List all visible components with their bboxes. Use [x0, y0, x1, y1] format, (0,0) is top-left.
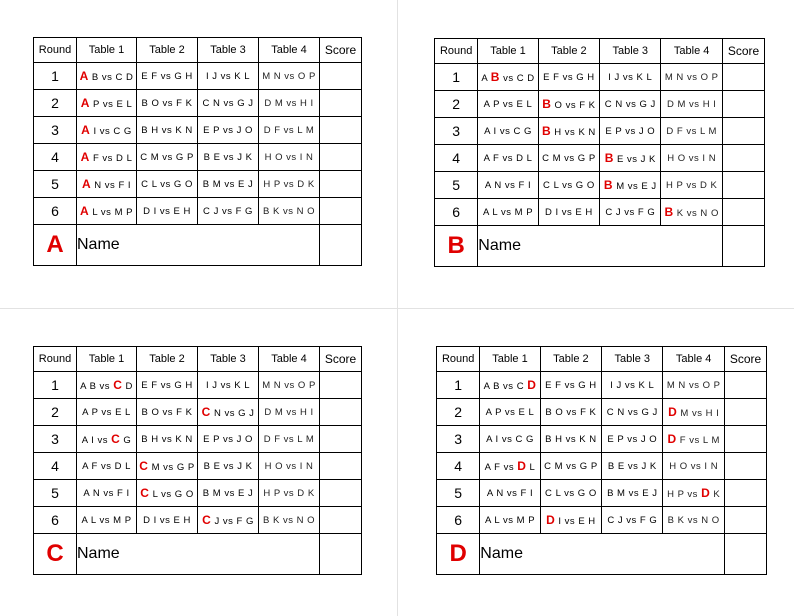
round-number: 3	[34, 426, 77, 453]
match-cell: C J vs F G	[198, 198, 259, 225]
round-number: 3	[34, 117, 77, 144]
table-row	[435, 145, 765, 172]
match-cell: I J vs K L	[602, 372, 663, 399]
highlighted-player: C	[111, 432, 121, 446]
match-cell: C N vs G J	[198, 90, 259, 117]
match-cell: H O vs I N	[661, 145, 722, 172]
table-row	[34, 63, 362, 90]
highlighted-player: C	[202, 513, 212, 527]
table-row	[435, 91, 765, 118]
highlighted-player: D	[546, 513, 556, 527]
match-cell: D M vs H I	[663, 399, 724, 426]
score-header: Score	[724, 347, 766, 372]
match-cell: B O vs F K	[540, 399, 601, 426]
horizontal-cut-line	[0, 308, 794, 309]
total-score-cell[interactable]	[722, 226, 764, 267]
table-row	[34, 198, 362, 225]
table-row	[34, 507, 362, 534]
highlighted-player: D	[667, 432, 677, 446]
group-letter: B	[435, 226, 478, 267]
score-header: Score	[320, 38, 362, 63]
name-field[interactable]	[77, 225, 320, 266]
table-row	[34, 171, 362, 198]
score-table	[33, 37, 362, 266]
match-cell: A N vs F I	[77, 480, 137, 507]
match-cell: H P vs D K	[661, 172, 722, 199]
match-cell: H P vs D K	[259, 171, 320, 198]
round-number: 5	[437, 480, 480, 507]
score-cell[interactable]	[320, 90, 362, 117]
table-row	[435, 172, 765, 199]
round-number: 4	[34, 144, 77, 171]
match-cell: E F vs G H	[538, 64, 599, 91]
round-number: 1	[435, 64, 478, 91]
table-row	[34, 90, 362, 117]
score-cell[interactable]	[722, 172, 764, 199]
highlighted-player: D	[701, 486, 711, 500]
total-score-cell[interactable]	[320, 225, 362, 266]
match-cell: H O vs I N	[259, 453, 320, 480]
match-cell: A N vs F I	[77, 171, 137, 198]
score-table	[436, 346, 767, 575]
match-cell: H O vs I N	[663, 453, 724, 480]
table-row	[437, 480, 767, 507]
match-cell: A F vs D L	[480, 453, 540, 480]
match-cell: M N vs O P	[259, 63, 320, 90]
match-cell: I J vs K L	[600, 64, 661, 91]
table-4-header: Table 4	[259, 347, 320, 372]
score-cell[interactable]	[320, 117, 362, 144]
match-cell: H P vs D K	[663, 480, 724, 507]
score-cell[interactable]	[724, 507, 766, 534]
header-row	[34, 38, 362, 63]
match-cell: E P vs J O	[198, 426, 259, 453]
table-row	[437, 372, 767, 399]
match-cell: D I vs E H	[137, 198, 198, 225]
name-label: Name	[478, 237, 521, 254]
match-cell: B E vs J K	[600, 145, 661, 172]
match-cell: E P vs J O	[602, 426, 663, 453]
score-cell[interactable]	[320, 198, 362, 225]
name-row	[34, 534, 362, 575]
table-2-header: Table 2	[137, 38, 198, 63]
match-cell: A P vs E L	[77, 399, 137, 426]
table-row	[435, 199, 765, 226]
match-cell: A N vs F I	[478, 172, 538, 199]
name-row	[34, 225, 362, 266]
match-cell: C J vs F G	[600, 199, 661, 226]
match-cell: C L vs G O	[137, 480, 198, 507]
match-cell: B E vs J K	[198, 144, 259, 171]
table-row	[34, 117, 362, 144]
match-cell: E P vs J O	[600, 118, 661, 145]
score-cell[interactable]	[722, 145, 764, 172]
highlighted-player: A	[80, 204, 90, 218]
round-number: 6	[435, 199, 478, 226]
match-cell: A L vs M P	[77, 507, 137, 534]
table-4-header: Table 4	[661, 39, 722, 64]
total-score-cell[interactable]	[724, 534, 766, 575]
score-sheet-c	[33, 346, 361, 575]
match-cell: B K vs N O	[259, 507, 320, 534]
header-row	[437, 347, 767, 372]
match-cell: B O vs F K	[137, 90, 198, 117]
match-cell: B E vs J K	[602, 453, 663, 480]
highlighted-player: B	[664, 205, 674, 219]
round-number: 4	[437, 453, 480, 480]
table-row	[437, 426, 767, 453]
match-cell: B E vs J K	[198, 453, 259, 480]
match-cell: D I vs E H	[137, 507, 198, 534]
match-cell: C N vs G J	[600, 91, 661, 118]
match-cell: C J vs F G	[198, 507, 259, 534]
score-header: Score	[722, 39, 764, 64]
match-cell: B K vs N O	[663, 507, 724, 534]
round-header: Round	[435, 39, 478, 64]
table-row	[34, 144, 362, 171]
match-cell: M N vs O P	[661, 64, 722, 91]
score-cell[interactable]	[320, 372, 362, 399]
total-score-cell[interactable]	[320, 534, 362, 575]
round-number: 1	[437, 372, 480, 399]
table-row	[437, 507, 767, 534]
score-cell[interactable]	[320, 426, 362, 453]
match-cell: B O vs F K	[137, 399, 198, 426]
name-label: Name	[480, 545, 523, 562]
round-number: 5	[34, 171, 77, 198]
round-number: 2	[34, 399, 77, 426]
highlighted-player: D	[668, 405, 678, 419]
round-number: 1	[34, 372, 77, 399]
match-cell: D F vs L M	[259, 426, 320, 453]
match-cell: A L vs M P	[480, 507, 540, 534]
match-cell: H P vs D K	[259, 480, 320, 507]
highlighted-player: D	[517, 459, 527, 473]
round-header: Round	[34, 38, 77, 63]
table-row	[34, 372, 362, 399]
name-label: Name	[77, 236, 120, 253]
highlighted-player: B	[542, 97, 552, 111]
round-number: 2	[437, 399, 480, 426]
score-cell[interactable]	[722, 118, 764, 145]
match-cell: B K vs N O	[661, 199, 722, 226]
highlighted-player: A	[81, 177, 92, 191]
round-number: 6	[34, 507, 77, 534]
score-cell[interactable]	[320, 63, 362, 90]
highlighted-player: C	[201, 405, 211, 419]
match-cell: D F vs L M	[661, 118, 722, 145]
header-row	[435, 39, 765, 64]
highlighted-player: B	[603, 178, 614, 192]
match-cell: D M vs H I	[259, 90, 320, 117]
table-3-header: Table 3	[198, 347, 259, 372]
match-cell: E P vs J O	[198, 117, 259, 144]
round-number: 3	[437, 426, 480, 453]
highlighted-player: B	[604, 151, 614, 165]
match-cell: A B vs C D	[480, 372, 540, 399]
match-cell: D M vs H I	[259, 399, 320, 426]
match-cell: E F vs G H	[137, 63, 198, 90]
match-cell: C L vs G O	[137, 171, 198, 198]
match-cell: B M vs E J	[600, 172, 661, 199]
highlighted-player: C	[113, 378, 123, 392]
highlighted-player: B	[541, 124, 552, 138]
match-cell: A B vs C D	[478, 64, 538, 91]
table-2-header: Table 2	[137, 347, 198, 372]
table-3-header: Table 3	[602, 347, 663, 372]
highlighted-player: A	[79, 69, 89, 83]
match-cell: B H vs K N	[137, 426, 198, 453]
table-row	[34, 399, 362, 426]
score-cell[interactable]	[724, 426, 766, 453]
match-cell: I J vs K L	[198, 372, 259, 399]
match-cell: D I vs E H	[540, 507, 601, 534]
table-row	[34, 480, 362, 507]
table-4-header: Table 4	[259, 38, 320, 63]
highlighted-player: A	[80, 96, 90, 110]
name-field[interactable]	[478, 226, 723, 267]
round-number: 5	[34, 480, 77, 507]
table-3-header: Table 3	[600, 39, 661, 64]
table-1-header: Table 1	[480, 347, 540, 372]
score-cell[interactable]	[320, 399, 362, 426]
match-cell: B M vs E J	[198, 480, 259, 507]
group-letter: D	[437, 534, 480, 575]
match-cell: D F vs L M	[663, 426, 724, 453]
match-cell: C M vs G P	[538, 145, 599, 172]
match-cell: M N vs O P	[663, 372, 724, 399]
match-cell: E F vs G H	[137, 372, 198, 399]
match-cell: A I vs C G	[480, 426, 540, 453]
match-cell: A B vs C D	[77, 63, 137, 90]
score-cell[interactable]	[320, 144, 362, 171]
round-number: 1	[34, 63, 77, 90]
round-number: 2	[435, 91, 478, 118]
score-cell[interactable]	[320, 171, 362, 198]
score-cell[interactable]	[724, 372, 766, 399]
score-sheet-d	[436, 346, 766, 575]
match-cell: I J vs K L	[198, 63, 259, 90]
match-cell: C M vs G P	[137, 144, 198, 171]
match-cell: B H vs K N	[540, 426, 601, 453]
name-field[interactable]	[77, 534, 320, 575]
match-cell: C M vs G P	[540, 453, 601, 480]
highlighted-player: A	[81, 123, 91, 137]
name-label: Name	[77, 545, 120, 562]
match-cell: D I vs E H	[538, 199, 599, 226]
match-cell: C J vs F G	[602, 507, 663, 534]
score-cell[interactable]	[722, 64, 764, 91]
match-cell: A P vs E L	[480, 399, 540, 426]
match-cell: A F vs D L	[77, 144, 137, 171]
match-cell: C N vs G J	[198, 399, 259, 426]
score-cell[interactable]	[320, 453, 362, 480]
score-header: Score	[320, 347, 362, 372]
match-cell: A I vs C G	[478, 118, 538, 145]
round-number: 6	[34, 198, 77, 225]
round-number: 4	[435, 145, 478, 172]
match-cell: B O vs F K	[538, 91, 599, 118]
table-row	[435, 64, 765, 91]
match-cell: A P vs E L	[77, 90, 137, 117]
match-cell: A F vs D L	[478, 145, 538, 172]
match-cell: E F vs G H	[540, 372, 601, 399]
match-cell: A I vs C G	[77, 117, 137, 144]
score-table	[434, 38, 765, 267]
match-cell: C L vs G O	[538, 172, 599, 199]
group-letter: C	[34, 534, 77, 575]
match-cell: A N vs F I	[480, 480, 540, 507]
header-row	[34, 347, 362, 372]
round-number: 4	[34, 453, 77, 480]
table-3-header: Table 3	[198, 38, 259, 63]
score-cell[interactable]	[724, 453, 766, 480]
match-cell: D M vs H I	[661, 91, 722, 118]
name-field[interactable]	[480, 534, 725, 575]
table-1-header: Table 1	[77, 38, 137, 63]
round-header: Round	[34, 347, 77, 372]
highlighted-player: C	[140, 486, 150, 500]
score-sheet-a	[33, 37, 361, 266]
round-number: 2	[34, 90, 77, 117]
score-cell[interactable]	[724, 480, 766, 507]
match-cell: C L vs G O	[540, 480, 601, 507]
match-cell: A B vs C D	[77, 372, 137, 399]
highlighted-player: D	[527, 378, 537, 392]
highlighted-player: A	[80, 150, 90, 164]
table-row	[435, 118, 765, 145]
table-2-header: Table 2	[540, 347, 601, 372]
table-1-header: Table 1	[77, 347, 137, 372]
table-4-header: Table 4	[663, 347, 724, 372]
match-cell: B M vs E J	[198, 171, 259, 198]
match-cell: H O vs I N	[259, 144, 320, 171]
match-cell: C M vs G P	[137, 453, 198, 480]
match-cell: B H vs K N	[538, 118, 599, 145]
match-cell: A I vs C G	[77, 426, 137, 453]
table-row	[34, 453, 362, 480]
score-cell[interactable]	[722, 199, 764, 226]
table-row	[34, 426, 362, 453]
match-cell: A P vs E L	[478, 91, 538, 118]
score-cell[interactable]	[724, 399, 766, 426]
round-number: 6	[437, 507, 480, 534]
match-cell: M N vs O P	[259, 372, 320, 399]
table-2-header: Table 2	[538, 39, 599, 64]
table-1-header: Table 1	[478, 39, 538, 64]
score-cell[interactable]	[320, 480, 362, 507]
table-row	[437, 399, 767, 426]
round-number: 5	[435, 172, 478, 199]
match-cell: A F vs D L	[77, 453, 137, 480]
score-table	[33, 346, 362, 575]
score-sheet-b	[434, 38, 764, 267]
score-cell[interactable]	[722, 91, 764, 118]
match-cell: B K vs N O	[259, 198, 320, 225]
match-cell: B M vs E J	[602, 480, 663, 507]
name-row	[437, 534, 767, 575]
table-row	[437, 453, 767, 480]
highlighted-player: C	[139, 459, 149, 473]
highlighted-player: B	[490, 70, 500, 84]
match-cell: A L vs M P	[478, 199, 538, 226]
name-row	[435, 226, 765, 267]
score-cell[interactable]	[320, 507, 362, 534]
round-header: Round	[437, 347, 480, 372]
group-letter: A	[34, 225, 77, 266]
match-cell: A L vs M P	[77, 198, 137, 225]
match-cell: B H vs K N	[137, 117, 198, 144]
match-cell: D F vs L M	[259, 117, 320, 144]
match-cell: C N vs G J	[602, 399, 663, 426]
round-number: 3	[435, 118, 478, 145]
